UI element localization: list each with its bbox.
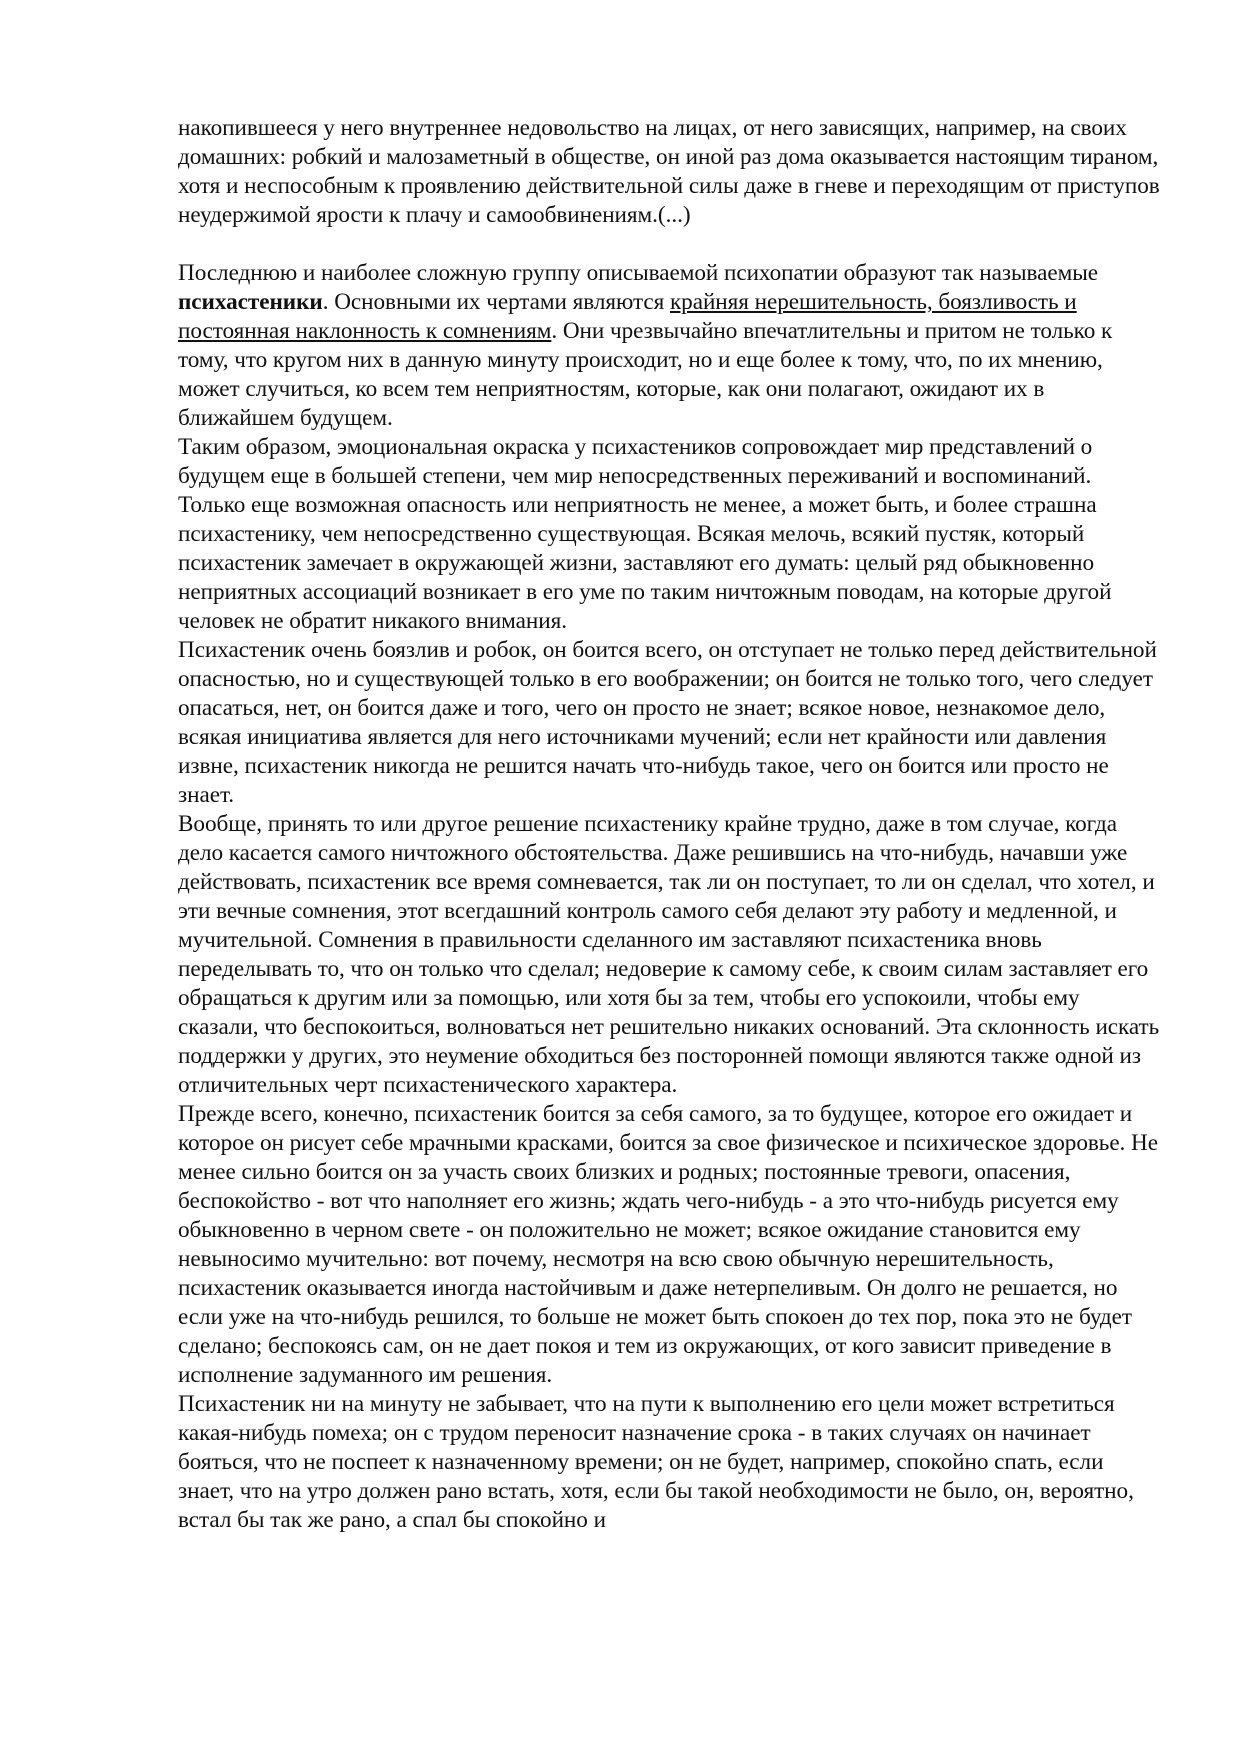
paragraph-7 <box>178 1390 1160 1535</box>
paragraph-text: Психастеник очень боязлив и робок, он боится всего, он отступает не только перед действительной опасностью, но и существующей только в его воображении; он боится не только того, чего следует опасаться, нет, он боится даже и того, чего он просто не знает; всякое новое, незнакомое дело, всякая инициатива является для него источниками мучений; если нет крайности или давления извне, психастеник никогда не решится начать что-нибудь такое, чего он боится или просто не знает. <box>178 637 1157 808</box>
bold-term-psychasthenics: психастеники <box>178 289 323 315</box>
paragraph-text: . Основными их чертами являются <box>322 289 670 315</box>
paragraph-text: Последнюю и наиболее сложную группу описываемой психопатии образуют так называемые <box>178 260 1099 286</box>
paragraph-4 <box>178 636 1160 810</box>
paragraph-1 <box>178 114 1160 230</box>
underlined-traits: крайняя нерешительность, боязливость и постоянная наклонность к сомнениям <box>178 289 1077 344</box>
body-text <box>178 114 1160 1535</box>
paragraph-2 <box>178 259 1160 433</box>
paragraph-text: Таким образом, эмоциональная окраска у психастеников сопровождает мир представлений о будущем еще в большей степени, чем мир непосредственных переживаний и воспоминаний. Только еще возможная опасность или неприятность не менее, а может быть, и более страшна психастенику, чем непосредственно существующая. Всякая мелочь, всякий пустяк, который психастеник замечает в окружающей жизни, заставляют его думать: целый ряд обыкновенно неприятных ассоциаций возникает в его уме по таким ничтожным поводам, на которые другой человек не обратит никакого внимания. <box>178 434 1112 634</box>
paragraph-text: . Они чрезвычайно впечатлительны и притом не только к тому, что кругом них в данную минуту происходит, но и еще более к тому, что, по их мнению, может случиться, ко всем тем неприятностям, которые, как они полагают, ожидают их в ближайшем будущем. <box>178 318 1113 431</box>
paragraph-3 <box>178 433 1160 636</box>
paragraph-text: Вообще, принять то или другое решение психастенику крайне трудно, даже в том случае, когда дело касается самого ничтожного обстоятельства. Даже решившись на что-нибудь, начавши уже действовать, психастеник все время сомневается, так ли он поступает, то ли он сделал, что хотел, и эти вечные сомнения, этот всегдашний контроль самого себя делают эту работу и медленной, и мучительной. Сомнения в правильности сделанного им заставляют психастеника вновь переделывать то, что он только что сделал; недоверие к самому себе, к своим силам заставляет его обращаться к другим или за помощью, или хотя бы за тем, чтобы его успокоили, чтобы ему сказали, что беспокоиться, волноваться нет решительно никаких оснований. Эта склонность искать поддержки у других, это неумение обходиться без посторонней помощи являются также одной из отличительных черт психастенического характера. <box>178 811 1160 1098</box>
paragraph-5 <box>178 810 1160 1100</box>
paragraph-text: Прежде всего, конечно, психастеник боится за себя самого, за то будущее, которое его ожидает и которое он рисует себе мрачными красками, боится за свое физическое и психическое здоровье. Не менее сильно боится он за участь своих близких и родных; постоянные тревоги, опасения, беспокойство - вот что наполняет его жизнь; ждать чего-нибудь - а это что-нибудь рисуется ему обыкновенно в черном свете - он положительно не может; всякое ожидание становится ему невыносимо мучительно: вот почему, несмотря на всю свою обычную нерешительность, психастеник оказывается иногда настойчивым и даже нетерпеливым. Он долго не решается, но если уже на что-нибудь решился, то больше не может быть спокоен до тех пор, пока это не будет сделано; беспокоясь сам, он не дает покоя и тем из окружающих, от кого зависит приведение в исполнение задуманного им решения. <box>178 1101 1158 1388</box>
paragraph-text: Психастеник ни на минуту не забывает, что на пути к выполнению его цели может встретиться какая-нибудь помеха; он с трудом переносит назначение срока - в таких случаях он начинает бояться, что не поспеет к назначенному времени; он не будет, например, спокойно спать, если знает, что на утро должен рано встать, хотя, если бы такой необходимости не было, он, вероятно, встал бы так же рано, а спал бы спокойно и <box>178 1391 1134 1533</box>
paragraph-6 <box>178 1100 1160 1390</box>
paragraph-text: накопившееся у него внутреннее недовольство на лицах, от него зависящих, например, на своих домашних: робкий и малозаметный в обществе, он иной раз дома оказывается настоящим тираном, хотя и неспособным к проявлению действительной силы даже в гневе и переходящим от приступов неудержимой ярости к плачу и самообвинениям.(...) <box>178 115 1160 228</box>
